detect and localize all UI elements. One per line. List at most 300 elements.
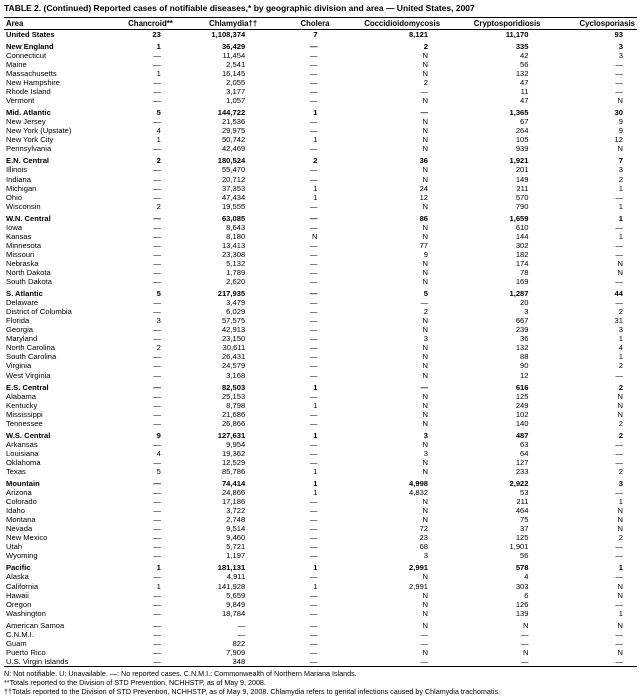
cell-chlamydia: 20,712 bbox=[221, 174, 246, 184]
cell-cholera: — bbox=[309, 391, 318, 401]
cell-cryptosporidiosis: 126 bbox=[515, 599, 529, 609]
cell-coccidioidomycosis: 2 bbox=[423, 307, 429, 317]
row-area-label: Oklahoma bbox=[6, 457, 41, 467]
cell-cryptosporidiosis: 211 bbox=[516, 183, 529, 193]
cell-cyclosporiasis: — bbox=[615, 298, 623, 308]
cell-cyclosporiasis: 3 bbox=[618, 50, 623, 60]
cell-cryptosporidiosis: 578 bbox=[515, 563, 529, 573]
cell-chancroid: — bbox=[153, 382, 161, 392]
cell-cyclosporiasis: 2 bbox=[618, 174, 623, 184]
cell-cryptosporidiosis: 132 bbox=[515, 343, 529, 353]
page-title: TABLE 2. (Continued) Reported cases of notifiable diseases,* by geographic division and area — United States, 2007 bbox=[4, 3, 475, 13]
cell-coccidioidomycosis: N bbox=[422, 135, 429, 145]
cell-cholera: — bbox=[309, 96, 318, 106]
row-area-label: New York City bbox=[6, 135, 54, 145]
cell-cholera: — bbox=[309, 213, 318, 223]
row-area-label: New Hampshire bbox=[6, 78, 61, 88]
cell-chlamydia: 1,197 bbox=[226, 551, 246, 561]
cell-cholera: — bbox=[309, 165, 318, 175]
table-row bbox=[4, 582, 637, 591]
cell-chlamydia: 3,168 bbox=[226, 370, 246, 380]
table-row bbox=[4, 352, 637, 361]
row-area-label: Nebraska bbox=[6, 258, 39, 268]
cell-cyclosporiasis: 1 bbox=[618, 201, 623, 211]
cell-coccidioidomycosis: 8,121 bbox=[409, 29, 429, 39]
cell-coccidioidomycosis: N bbox=[422, 647, 429, 657]
cell-chlamydia: 6,029 bbox=[226, 307, 246, 317]
cell-cyclosporiasis: 2 bbox=[618, 361, 623, 371]
row-area-label: Massachusetts bbox=[6, 69, 57, 78]
table-row bbox=[4, 165, 637, 174]
cell-chlamydia: 24,866 bbox=[221, 488, 246, 498]
cell-chlamydia: — bbox=[237, 629, 246, 639]
cell-cryptosporidiosis: 939 bbox=[515, 144, 529, 154]
table-row bbox=[4, 506, 637, 515]
cell-cholera: — bbox=[309, 457, 318, 467]
cell-coccidioidomycosis: N bbox=[422, 126, 429, 136]
cell-chancroid: 1 bbox=[156, 69, 161, 78]
cell-chlamydia: 7,909 bbox=[226, 647, 246, 657]
cell-chlamydia: 5,659 bbox=[226, 590, 246, 600]
cell-cyclosporiasis: — bbox=[615, 87, 623, 97]
cell-coccidioidomycosis: N bbox=[422, 590, 429, 600]
cell-chancroid: 1 bbox=[156, 135, 161, 145]
cell-cryptosporidiosis: 239 bbox=[515, 325, 529, 335]
cell-coccidioidomycosis: N bbox=[422, 506, 429, 516]
cell-cryptosporidiosis: 211 bbox=[516, 497, 529, 507]
cell-chancroid: 1 bbox=[156, 563, 161, 573]
cell-cyclosporiasis: N bbox=[617, 590, 623, 600]
cell-chancroid: — bbox=[153, 258, 161, 268]
cell-cryptosporidiosis: 36 bbox=[520, 334, 529, 344]
cell-cyclosporiasis: 30 bbox=[614, 108, 623, 118]
cell-cyclosporiasis: — bbox=[615, 599, 623, 609]
cell-cholera: 1 bbox=[313, 135, 318, 145]
row-area-label: District of Columbia bbox=[6, 307, 72, 317]
row-area-label: C.N.M.I. bbox=[6, 629, 34, 639]
cell-cholera: 1 bbox=[313, 430, 318, 440]
cell-cholera: — bbox=[309, 316, 318, 326]
cell-chlamydia: 17,186 bbox=[221, 497, 246, 507]
cell-chlamydia: 13,413 bbox=[221, 240, 246, 250]
cell-coccidioidomycosis: 23 bbox=[419, 533, 429, 543]
row-area-label: North Carolina bbox=[6, 343, 55, 353]
cell-cholera: — bbox=[309, 439, 318, 449]
cell-coccidioidomycosis: 5 bbox=[423, 289, 429, 299]
cell-cholera: 1 bbox=[313, 479, 318, 489]
cell-chlamydia: 50,742 bbox=[221, 135, 246, 145]
cell-chlamydia: 36,429 bbox=[221, 41, 246, 51]
cell-chancroid: — bbox=[153, 551, 161, 561]
cell-cyclosporiasis: 1 bbox=[618, 231, 623, 241]
cell-cholera: — bbox=[309, 117, 318, 127]
cell-chlamydia: 2,748 bbox=[226, 515, 246, 525]
cell-coccidioidomycosis: N bbox=[422, 418, 429, 428]
table-row bbox=[4, 563, 637, 572]
row-area-label: Maine bbox=[6, 59, 27, 69]
cell-cyclosporiasis: — bbox=[615, 249, 623, 259]
cell-cyclosporiasis: — bbox=[615, 69, 623, 78]
cell-chancroid: 5 bbox=[156, 466, 161, 476]
cell-cryptosporidiosis: 144 bbox=[515, 231, 529, 241]
cell-coccidioidomycosis: N bbox=[422, 316, 429, 326]
table-row bbox=[4, 440, 637, 449]
table-row bbox=[4, 223, 637, 232]
cell-coccidioidomycosis: N bbox=[422, 352, 429, 362]
cell-chlamydia: 144,722 bbox=[217, 108, 246, 118]
table-row bbox=[4, 135, 637, 144]
cell-cryptosporidiosis: 90 bbox=[520, 361, 529, 371]
cell-chlamydia: 85,786 bbox=[221, 466, 246, 476]
cell-chlamydia: 348 bbox=[232, 656, 246, 666]
cell-cryptosporidiosis: 201 bbox=[515, 165, 529, 175]
cell-chlamydia: 19,555 bbox=[221, 201, 246, 211]
cell-cyclosporiasis: 2 bbox=[618, 466, 623, 476]
row-area-label: New England bbox=[6, 41, 54, 51]
cell-cholera: 7 bbox=[313, 29, 318, 39]
cell-cholera: — bbox=[309, 59, 318, 69]
cell-chancroid: — bbox=[153, 524, 161, 534]
cell-cholera: — bbox=[309, 343, 318, 353]
cell-cyclosporiasis: 44 bbox=[614, 289, 623, 299]
table-row bbox=[4, 401, 637, 410]
cell-cholera: N bbox=[312, 231, 318, 241]
cell-chancroid: — bbox=[153, 249, 161, 259]
cell-chlamydia: 2,541 bbox=[226, 59, 246, 69]
cell-chlamydia: 47,434 bbox=[221, 192, 246, 202]
cell-cyclosporiasis: 2 bbox=[618, 418, 623, 428]
cell-coccidioidomycosis: N bbox=[422, 515, 429, 525]
cell-chlamydia: 16,145 bbox=[221, 69, 246, 78]
cell-cholera: 1 bbox=[313, 488, 318, 498]
cell-chancroid: — bbox=[153, 298, 161, 308]
cell-coccidioidomycosis: 2,991 bbox=[409, 563, 429, 573]
cell-cholera: — bbox=[309, 497, 318, 507]
cell-coccidioidomycosis: N bbox=[422, 201, 429, 211]
table-row bbox=[4, 117, 637, 126]
cell-chancroid: — bbox=[153, 192, 161, 202]
table-row bbox=[4, 392, 637, 401]
cell-chlamydia: 181,131 bbox=[217, 563, 246, 573]
cell-cyclosporiasis: 2 bbox=[618, 533, 623, 543]
cell-cholera: 1 bbox=[313, 192, 318, 202]
cell-cryptosporidiosis: 37 bbox=[520, 524, 529, 534]
cell-cryptosporidiosis: 3 bbox=[524, 307, 529, 317]
cell-chancroid: — bbox=[153, 515, 161, 525]
cell-cholera: — bbox=[309, 599, 318, 609]
cell-chlamydia: 26,431 bbox=[221, 352, 246, 362]
cell-chlamydia: 8,643 bbox=[226, 222, 246, 232]
cell-chancroid: 4 bbox=[156, 126, 161, 136]
cell-chlamydia: 1,108,374 bbox=[211, 29, 246, 39]
cell-cholera: — bbox=[309, 533, 318, 543]
row-area-label: United States bbox=[6, 29, 55, 39]
cell-cyclosporiasis: N bbox=[617, 515, 623, 525]
cell-cryptosporidiosis: 610 bbox=[515, 222, 529, 232]
cell-chancroid: — bbox=[153, 144, 161, 154]
table-row bbox=[4, 621, 637, 630]
row-area-label: Virginia bbox=[6, 361, 32, 371]
cell-cholera: — bbox=[309, 551, 318, 561]
row-area-label: Maryland bbox=[6, 334, 38, 344]
row-area-label: New York (Upstate) bbox=[6, 126, 72, 136]
table-row bbox=[4, 524, 637, 533]
cell-cholera: — bbox=[309, 352, 318, 362]
cell-cryptosporidiosis: 12 bbox=[520, 370, 529, 380]
cell-chancroid: — bbox=[153, 457, 161, 467]
row-area-label: S. Atlantic bbox=[6, 289, 43, 299]
row-area-label: Kansas bbox=[6, 231, 32, 241]
cell-cryptosporidiosis: 125 bbox=[515, 533, 529, 543]
table-row bbox=[4, 410, 637, 419]
cell-chancroid: — bbox=[153, 96, 161, 106]
cell-cryptosporidiosis: 53 bbox=[520, 488, 529, 498]
cell-chancroid: — bbox=[153, 497, 161, 507]
cell-cholera: — bbox=[309, 572, 318, 582]
cell-chancroid: 4 bbox=[156, 448, 161, 458]
row-area-label: Montana bbox=[6, 515, 36, 525]
table-row bbox=[4, 600, 637, 609]
row-area-label: Mid. Atlantic bbox=[6, 108, 51, 118]
cell-coccidioidomycosis: 77 bbox=[419, 240, 429, 250]
cell-cyclosporiasis: — bbox=[615, 551, 623, 561]
table-row bbox=[4, 259, 637, 268]
cell-coccidioidomycosis: N bbox=[422, 258, 429, 268]
cell-coccidioidomycosis: N bbox=[422, 59, 429, 69]
row-area-label: Utah bbox=[6, 542, 23, 552]
row-area-label: Kentucky bbox=[6, 400, 38, 410]
cell-cyclosporiasis: N bbox=[617, 409, 623, 419]
cell-cyclosporiasis: — bbox=[615, 542, 623, 552]
cell-coccidioidomycosis: 68 bbox=[419, 542, 429, 552]
cell-chancroid: — bbox=[153, 361, 161, 371]
row-area-label: Guam bbox=[6, 638, 27, 648]
table-row bbox=[4, 609, 637, 618]
cell-coccidioidomycosis: — bbox=[420, 656, 429, 666]
cell-chlamydia: 3,479 bbox=[226, 298, 246, 308]
cell-coccidioidomycosis: N bbox=[422, 497, 429, 507]
row-area-label: Wisconsin bbox=[6, 201, 41, 211]
cell-cholera: — bbox=[309, 590, 318, 600]
cell-cryptosporidiosis: 132 bbox=[515, 69, 529, 78]
cell-chancroid: — bbox=[153, 542, 161, 552]
row-area-label: E.N. Central bbox=[6, 156, 50, 166]
cell-cyclosporiasis: — bbox=[615, 448, 623, 458]
cell-chlamydia: 127,631 bbox=[217, 430, 246, 440]
table-row bbox=[4, 175, 637, 184]
table-row bbox=[4, 639, 637, 648]
cell-chancroid: — bbox=[153, 599, 161, 609]
table-row bbox=[4, 648, 637, 657]
table-row bbox=[4, 431, 637, 440]
cell-cholera: — bbox=[309, 41, 318, 51]
cell-cholera: 1 bbox=[313, 183, 318, 193]
table-row bbox=[4, 277, 637, 286]
cell-chancroid: — bbox=[153, 608, 161, 618]
cell-chlamydia: 9,849 bbox=[226, 599, 246, 609]
cell-cyclosporiasis: 2 bbox=[618, 307, 623, 317]
cell-coccidioidomycosis: 4,832 bbox=[409, 488, 429, 498]
cell-chlamydia: 5,132 bbox=[226, 258, 246, 268]
cell-cryptosporidiosis: 464 bbox=[515, 506, 529, 516]
cell-cholera: 2 bbox=[313, 156, 318, 166]
cell-chancroid: — bbox=[153, 400, 161, 410]
cell-cryptosporidiosis: — bbox=[520, 629, 529, 639]
cell-cholera: — bbox=[309, 361, 318, 371]
row-area-label: Idaho bbox=[6, 506, 26, 516]
cell-cryptosporidiosis: 56 bbox=[520, 59, 529, 69]
cell-chancroid: — bbox=[153, 572, 161, 582]
cell-chlamydia: 24,579 bbox=[221, 361, 246, 371]
cell-cholera: — bbox=[309, 524, 318, 534]
cell-cryptosporidiosis: 303 bbox=[515, 581, 529, 591]
cell-cryptosporidiosis: — bbox=[520, 656, 529, 666]
table-row bbox=[4, 78, 637, 87]
cell-cyclosporiasis: 9 bbox=[618, 117, 623, 127]
table-row bbox=[4, 467, 637, 476]
cell-cryptosporidiosis: 1,287 bbox=[509, 289, 529, 299]
table-row bbox=[4, 449, 637, 458]
table-body bbox=[4, 29, 637, 666]
cell-cyclosporiasis: — bbox=[615, 370, 623, 380]
cell-cholera: — bbox=[309, 506, 318, 516]
cell-coccidioidomycosis: — bbox=[420, 108, 429, 118]
cell-cryptosporidiosis: 264 bbox=[515, 126, 529, 136]
cell-chancroid: — bbox=[153, 78, 161, 88]
cell-cholera: 1 bbox=[313, 466, 318, 476]
cell-cryptosporidiosis: 667 bbox=[515, 316, 529, 326]
cell-chlamydia: 12,529 bbox=[221, 457, 246, 467]
cell-chancroid: — bbox=[153, 352, 161, 362]
table-row bbox=[4, 42, 637, 51]
cell-coccidioidomycosis: N bbox=[422, 370, 429, 380]
table-row bbox=[4, 371, 637, 380]
cell-cholera: 1 bbox=[313, 400, 318, 410]
cell-chancroid: — bbox=[153, 307, 161, 317]
cell-cryptosporidiosis: 140 bbox=[515, 418, 529, 428]
cell-cryptosporidiosis: 75 bbox=[520, 515, 529, 525]
table-row bbox=[4, 515, 637, 524]
cell-cyclosporiasis: 1 bbox=[618, 497, 623, 507]
table-row bbox=[4, 572, 637, 581]
cell-chancroid: — bbox=[153, 488, 161, 498]
cell-cyclosporiasis: 1 bbox=[618, 608, 623, 618]
cell-coccidioidomycosis: N bbox=[422, 620, 429, 630]
cell-chlamydia: 5,721 bbox=[226, 542, 246, 552]
cell-chlamydia: 180,524 bbox=[217, 156, 246, 166]
cell-coccidioidomycosis: 36 bbox=[419, 156, 429, 166]
cell-cyclosporiasis: 9 bbox=[618, 126, 623, 136]
row-area-label: Illinois bbox=[6, 165, 28, 175]
cell-chancroid: — bbox=[153, 620, 161, 630]
cell-cryptosporidiosis: 102 bbox=[515, 409, 529, 419]
cell-cyclosporiasis: — bbox=[615, 638, 623, 648]
cell-chancroid: 2 bbox=[156, 156, 161, 166]
cell-cholera: — bbox=[309, 418, 318, 428]
cell-chlamydia: 23,308 bbox=[221, 249, 246, 259]
cell-cholera: — bbox=[309, 656, 318, 666]
row-area-label: Georgia bbox=[6, 325, 34, 335]
cell-cyclosporiasis: 31 bbox=[614, 316, 623, 326]
cell-cholera: — bbox=[309, 201, 318, 211]
cell-cryptosporidiosis: 11,170 bbox=[505, 29, 529, 39]
cell-cyclosporiasis: N bbox=[617, 581, 623, 591]
cell-chancroid: — bbox=[153, 629, 161, 639]
cell-cryptosporidiosis: 20 bbox=[520, 298, 529, 308]
cell-chlamydia: 2,055 bbox=[226, 78, 246, 88]
row-area-label: Iowa bbox=[6, 222, 23, 232]
cell-coccidioidomycosis: N bbox=[422, 117, 429, 127]
cell-cryptosporidiosis: 249 bbox=[515, 400, 529, 410]
row-area-label: W.N. Central bbox=[6, 213, 51, 223]
cell-cholera: — bbox=[309, 126, 318, 136]
table-row bbox=[4, 325, 637, 334]
cell-coccidioidomycosis: N bbox=[422, 608, 429, 618]
table-row bbox=[4, 193, 637, 202]
cell-cryptosporidiosis: 790 bbox=[515, 201, 529, 211]
cell-cryptosporidiosis: 169 bbox=[515, 277, 529, 287]
cell-cholera: — bbox=[309, 542, 318, 552]
cell-chlamydia: 4,911 bbox=[226, 572, 246, 582]
row-area-label: Pacific bbox=[6, 563, 31, 573]
table-row bbox=[4, 232, 637, 241]
cell-coccidioidomycosis: N bbox=[422, 277, 429, 287]
row-area-label: Rhode Island bbox=[6, 87, 51, 97]
cell-chlamydia: 30,611 bbox=[222, 343, 246, 353]
row-area-label: Mississippi bbox=[6, 409, 43, 419]
cell-chlamydia: 8,180 bbox=[226, 231, 246, 241]
table-row bbox=[4, 214, 637, 223]
row-area-label: Nevada bbox=[6, 524, 33, 534]
table-row bbox=[4, 361, 637, 370]
table-row bbox=[4, 184, 637, 193]
cell-cryptosporidiosis: 1,921 bbox=[509, 156, 529, 166]
cell-cyclosporiasis: — bbox=[615, 457, 623, 467]
cell-chancroid: — bbox=[153, 533, 161, 543]
cell-cryptosporidiosis: N bbox=[523, 620, 529, 630]
row-area-label: California bbox=[6, 581, 39, 591]
table-row bbox=[4, 126, 637, 135]
cell-cyclosporiasis: 1 bbox=[618, 352, 623, 362]
cell-cyclosporiasis: — bbox=[615, 656, 623, 666]
cell-chancroid: — bbox=[153, 590, 161, 600]
cell-cryptosporidiosis: 47 bbox=[520, 96, 529, 106]
row-area-label: Vermont bbox=[6, 96, 35, 106]
cell-coccidioidomycosis: — bbox=[420, 629, 429, 639]
row-area-label: U.S. Virgin Islands bbox=[6, 656, 69, 666]
cell-chancroid: 1 bbox=[156, 41, 161, 51]
cell-cyclosporiasis: — bbox=[615, 222, 623, 232]
cell-coccidioidomycosis: N bbox=[422, 466, 429, 476]
table-row bbox=[4, 458, 637, 467]
cell-chlamydia: 57,575 bbox=[221, 316, 246, 326]
cell-coccidioidomycosis: 2 bbox=[423, 78, 429, 88]
cell-cryptosporidiosis: 67 bbox=[520, 117, 529, 127]
cell-cyclosporiasis: N bbox=[617, 647, 623, 657]
cell-chancroid: 5 bbox=[156, 289, 161, 299]
cell-coccidioidomycosis: N bbox=[422, 391, 429, 401]
cell-chancroid: — bbox=[153, 325, 161, 335]
cell-chancroid: 23 bbox=[152, 29, 161, 39]
cell-chancroid: — bbox=[153, 231, 161, 241]
cell-coccidioidomycosis: N bbox=[422, 144, 429, 154]
cell-cyclosporiasis: — bbox=[615, 629, 623, 639]
cell-coccidioidomycosis: N bbox=[422, 599, 429, 609]
cell-coccidioidomycosis: 9 bbox=[423, 249, 429, 259]
cell-cryptosporidiosis: 42 bbox=[520, 50, 529, 60]
row-area-label: Texas bbox=[6, 466, 26, 476]
cell-chlamydia: 25,153 bbox=[221, 391, 246, 401]
